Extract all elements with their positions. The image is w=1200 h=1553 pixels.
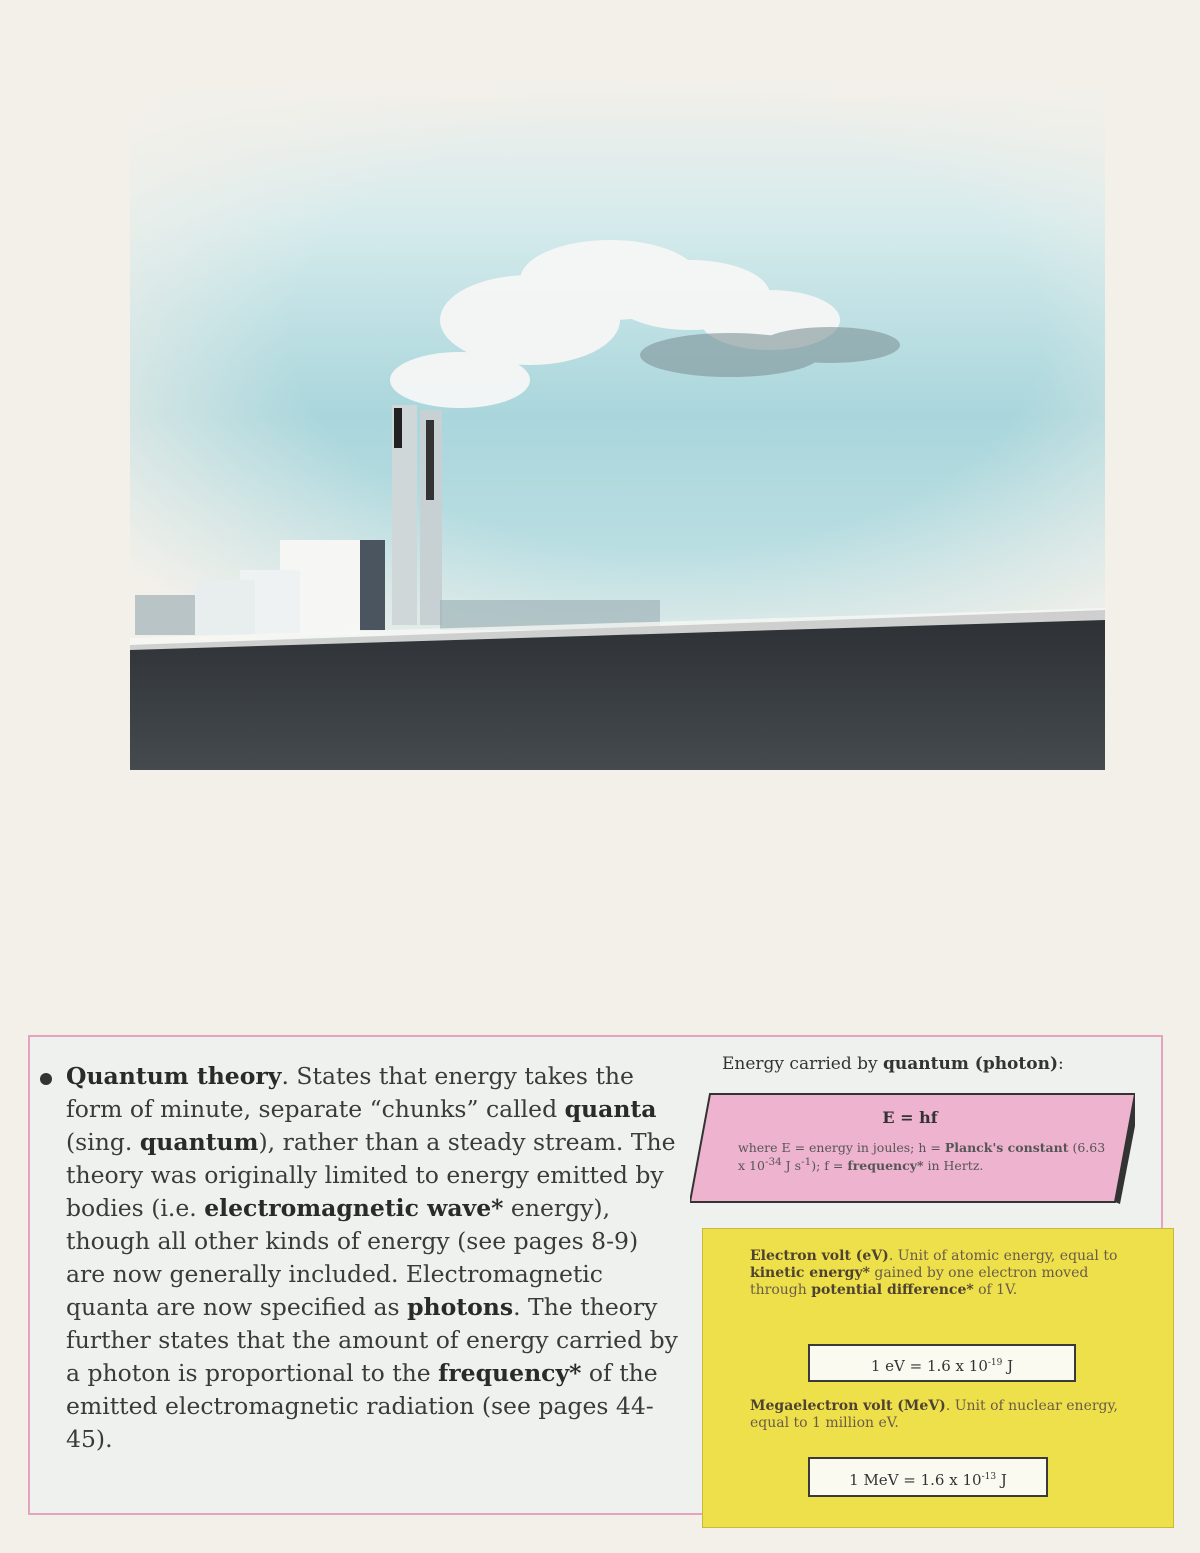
electron-volt-definition: Electron volt (eV). Unit of atomic energy, equal to kinetic energy* gained by one electron moved through potential difference* of 1V.: [750, 1248, 1118, 1298]
term-quantum-theory: Quantum theory: [66, 1062, 282, 1090]
formula-description: where E = energy in joules; h = Planck's constant (6.63 x $10^{-34}$ J $s^{-1}$); f = frequency* in Hertz.: [738, 1140, 1106, 1174]
power-station-photo: [130, 80, 1105, 770]
energy-heading: Energy carried by quantum (photon):: [722, 1054, 1064, 1074]
ev-equation: 1 eV = 1.6 x $10^{-19}$ J: [808, 1344, 1076, 1382]
quantum-theory-definition: Quantum theory. States that energy takes the form of minute, separate “chunks” called quanta (sing. quantum), rather than a steady stream. The theory was originally limited to energy emitted by bodies (i.e. electromagnetic wave* energy), though all other kinds of energy (see pages 8-9) are now generally included. Electromagnetic quanta are now specified as photons. The theory further states that the amount of energy carried by a photon is proportional to the frequency* of the emitted electromagnetic radiation (see pages 44-45).: [66, 1062, 678, 1453]
energy-formula: E = hf: [882, 1108, 938, 1127]
mev-equation: 1 MeV = 1.6 x $10^{-13}$ J: [808, 1457, 1048, 1497]
megaelectron-volt-definition: Megaelectron volt (MeV). Unit of nuclear energy, equal to 1 million eV.: [750, 1398, 1119, 1431]
